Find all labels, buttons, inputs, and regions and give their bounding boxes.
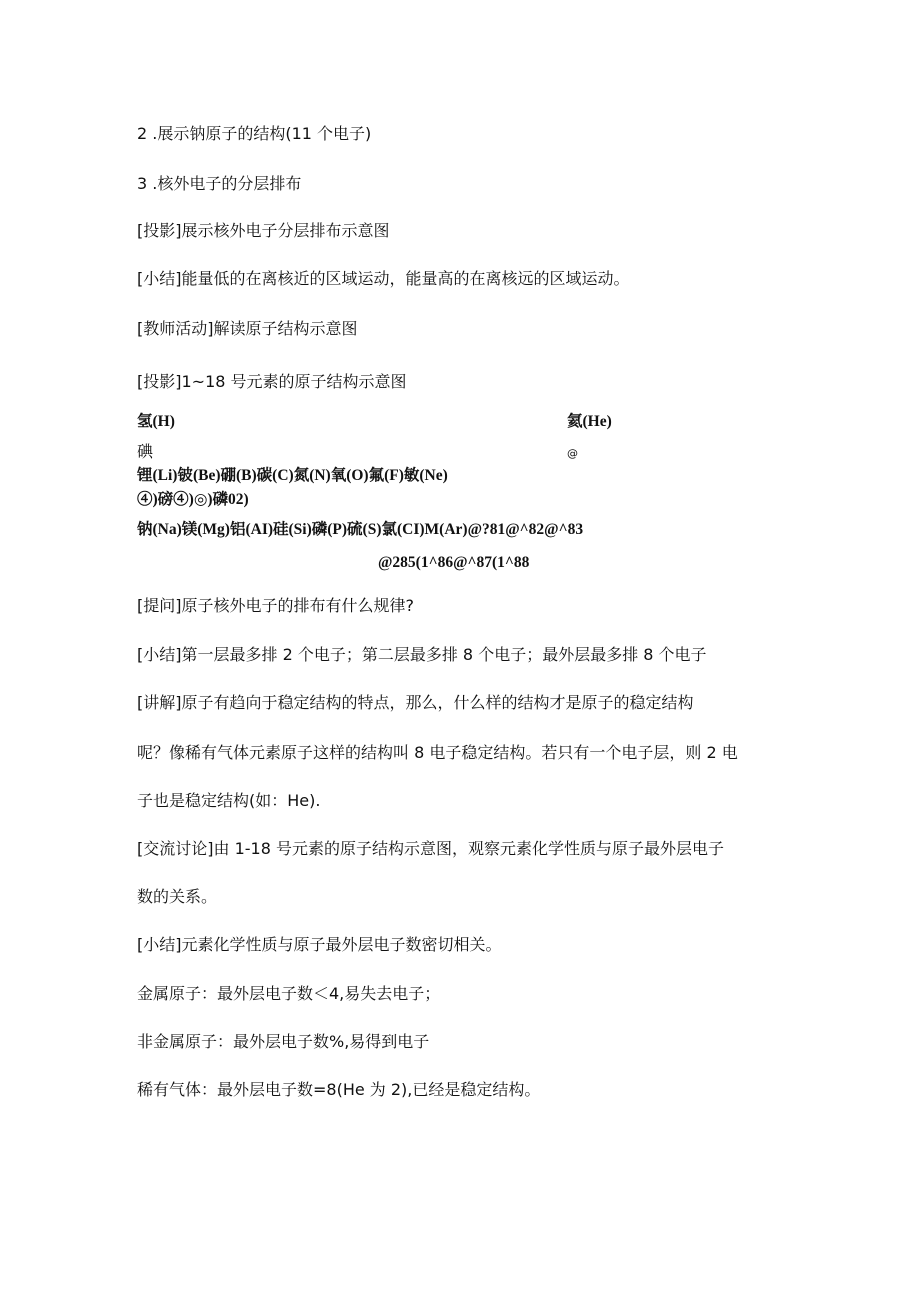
iodine-label: 碘	[137, 442, 154, 461]
explanation-line-2: 呢？像稀有气体元素原子这样的结构叫 8 电子稳定结构。若只有一个电子层，则 2 电	[137, 743, 738, 762]
summary-energy: [小结]能量低的在离核近的区域运动，能量高的在离核远的区域运动。	[137, 269, 630, 288]
teacher-activity: [教师活动]解读原子结构示意图	[137, 319, 358, 338]
period-3-diagrams: @285(1^86@^87(1^88	[378, 554, 530, 571]
noble-gas-rule: 稀有气体：最外层电子数=8(He 为 2),已经是稳定结构。	[137, 1080, 541, 1099]
period-3-elements: 钠(Na)镁(Mg)铝(AI)硅(Si)磷(P)硫(S)氯(CI)M(Ar)@?81@^82@^83	[137, 521, 584, 538]
period-2-diagrams: ④)磅④)◎)磷02)	[137, 491, 249, 508]
explanation-line-3: 子也是稳定结构(如：He).	[137, 791, 321, 810]
step-3-heading: 3 .核外电子的分层排布	[137, 174, 302, 193]
discussion-line-1: [交流讨论]由 1-18 号元素的原子结构示意图，观察元素化学性质与原子最外层电子	[137, 839, 724, 858]
nonmetal-atoms-rule: 非金属原子：最外层电子数%,易得到电子	[137, 1032, 430, 1051]
hydrogen-label: 氢(H)	[137, 413, 175, 430]
explanation-line-1: [讲解]原子有趋向于稳定结构的特点，那么，什么样的结构才是原子的稳定结构	[137, 693, 694, 712]
summary-shell-capacity: [小结]第一层最多排 2 个电子；第二层最多排 8 个电子；最外层最多排 8 个电子	[137, 645, 707, 664]
metal-atoms-rule: 金属原子：最外层电子数＜4,易失去电子；	[137, 984, 441, 1003]
summary-chemical-properties: [小结]元素化学性质与原子最外层电子数密切相关。	[137, 935, 502, 954]
discussion-line-2: 数的关系。	[137, 887, 218, 906]
period-2-elements: 锂(Li)铍(Be)硼(B)碳(C)氮(N)氧(O)氟(F)敏(Ne)	[137, 467, 448, 484]
projection-note-1: [投影]展示核外电子分层排布示意图	[137, 221, 390, 240]
helium-label: 氦(He)	[567, 413, 612, 430]
step-2-heading: 2 .展示钠原子的结构(11 个电子)	[137, 124, 372, 143]
projection-note-2: [投影]1~18 号元素的原子结构示意图	[137, 372, 407, 391]
helium-diagram-glyph: @	[567, 447, 578, 460]
question-pattern: [提问]原子核外电子的排布有什么规律?	[137, 596, 414, 615]
